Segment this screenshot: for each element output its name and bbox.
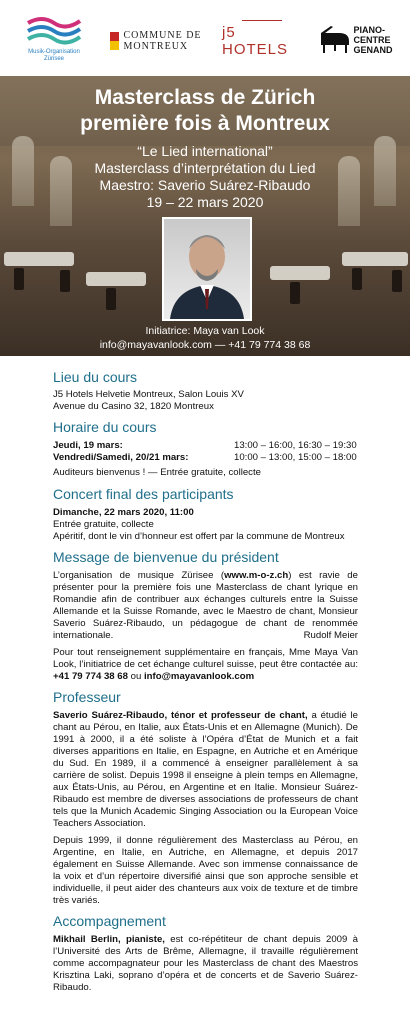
portrait-figure-icon — [164, 219, 250, 319]
piano-line3: GENAND — [353, 45, 393, 55]
hotels-brand: j5 HOTELS — [222, 24, 289, 58]
hero-table — [86, 272, 146, 286]
hero-title-line2: première fois à Montreux — [80, 112, 330, 135]
hero-contact: info@mayavanlook.com — +41 79 774 38 68 — [99, 339, 311, 351]
commune-line1: COMMUNE DE — [123, 30, 202, 41]
hero-subtitle-line1: “Le Lied international” — [137, 143, 273, 159]
lieu-body — [53, 389, 358, 413]
professeur-name: Saverio Suárez-Ribaudo, ténor et professeur de chant, — [53, 710, 308, 721]
lieu-heading: Lieu du cours — [53, 369, 138, 385]
horaire-note: Auditeurs bienvenus ! — Entrée gratuite, collecte — [53, 467, 261, 478]
message-text: L’organisation de musique Zürisee ( — [53, 570, 225, 581]
professeur-heading: Professeur — [53, 689, 121, 705]
horaire-body — [53, 440, 358, 479]
accompagnement-body — [53, 934, 358, 994]
hero-subtitle-line4: 19 – 22 mars 2020 — [146, 194, 264, 210]
hero-initiatrice: Initiatrice: Maya van Look — [145, 325, 265, 337]
commune-montreux-logo — [104, 26, 208, 56]
message-body — [53, 570, 358, 683]
horaire-row — [53, 452, 358, 464]
hero-table — [270, 266, 330, 280]
lieu-line2: Avenue du Casino 32, 1820 Montreux — [53, 401, 214, 412]
hero-chair — [290, 282, 300, 304]
piano-line1: PIANO- — [353, 25, 385, 35]
hero-table — [342, 252, 408, 266]
horaire-day: Vendredi/Samedi, 20/21 mars: — [53, 452, 189, 463]
accompagnement-heading: Accompagnement — [53, 913, 166, 929]
contact-phone[interactable]: +41 79 774 38 68 — [53, 671, 128, 682]
piano-centre-logo — [316, 20, 396, 60]
musik-organisation-logo — [22, 10, 86, 68]
hero-table — [4, 252, 74, 266]
montreux-crest-icon — [110, 32, 119, 50]
hero-chair — [14, 268, 24, 290]
concert-heading: Concert final des participants — [53, 486, 234, 502]
logo-bar — [0, 0, 410, 76]
piano-line2: CENTRE — [353, 35, 391, 45]
concert-line2: Apéritif, dont le vin d’honneur est offert par la commune de Montreux — [53, 531, 345, 542]
horaire-time: 13:00 – 16:00, 16:30 – 19:30 — [234, 440, 357, 451]
concert-line1: Entrée gratuite, collecte — [53, 519, 154, 530]
j5-hotels-logo — [222, 22, 302, 56]
concert-body — [53, 507, 358, 543]
hero-subtitle-line3: Maestro: Saverio Suárez-Ribaudo — [99, 177, 311, 193]
message-paragraph-1 — [53, 570, 358, 642]
moz-website-link[interactable]: www.m-o-z.ch — [224, 570, 289, 581]
musik-organisation-text: Musik-Organisation Zürisee — [28, 49, 80, 62]
message-text: Pour tout renseignement supplémentaire en français, Mme Maya Van Look, l’initiatrice de cet échange culturel suisse, peut être contactée au: — [53, 647, 358, 670]
hero-chair — [106, 288, 116, 310]
hero-title-line1: Masterclass de Zürich — [94, 86, 316, 109]
grand-piano-icon — [319, 25, 351, 55]
horaire-row — [53, 440, 358, 452]
hero-chair — [352, 268, 362, 290]
message-paragraph-2 — [53, 647, 358, 683]
waves-icon — [26, 15, 82, 49]
message-heading: Message de bienvenue du président — [53, 549, 279, 565]
commune-line2: MONTREUX — [123, 41, 189, 52]
message-signature: Rudolf Meier — [303, 630, 358, 641]
contact-email-link[interactable]: info@mayavanlook.com — [143, 671, 255, 682]
horaire-day: Jeudi, 19 mars: — [53, 440, 123, 451]
professeur-text: a étudié le chant au Pérou, en Italie, aux États-Unis et en Allemagne (Munich). De 1991 à 2000, il a été soliste à l’Opéra d’État de Munich et a fait diverses apparitions en Italie, en Espagne, en Autriche et en Amérique du Sud. En 1989, il a commencé à enseigner parallèlement à sa carrière de solist. Depuis 1998 il enseigne à plein temps en Allemagne, aux États-Unis, au Pérou, en Argentine et en Italie. Monsieur Suárez-Ribaudo est membre de diverses associations de professeurs de chant tels que la Munich Academic Singing Association ou la European Voice Teachers Association. — [53, 710, 358, 829]
hotels-crown-icon — [242, 20, 282, 21]
message-text: ou — [127, 671, 144, 682]
concert-date: Dimanche, 22 mars 2020, 11:00 — [53, 507, 194, 518]
professeur-paragraph-2: Depuis 1999, il donne régulièrement des Masterclass au Pérou, en Argentine, en Italie, en Autriche, en Allemagne, et depuis 2017 également en Suisse Allemande. Avec son immense connaissance de la voix et d’un répertoire diversifié ainsi que son approche sensible et individuelle, il peut aider des chanteurs aux voix de texture et de timbre très variés. — [53, 835, 358, 906]
maestro-portrait — [162, 217, 252, 321]
horaire-heading: Horaire du cours — [53, 419, 157, 435]
message-text: ) est ravie de présenter pour la première fois une Masterclass de chant lyrique en Romandie afin de contribuer aux échanges culturels entre la Suisse Allemande et la Suisse Romande, avec le Maestro de chant, Monsieur Saverio Suárez-Ribaudo, un pédagogue de chant de renommée internationale. — [53, 570, 358, 641]
professeur-body — [53, 710, 358, 907]
lieu-line1: J5 Hotels Helvetie Montreux, Salon Louis XV — [53, 389, 244, 400]
professeur-paragraph-1 — [53, 710, 358, 830]
hero-subtitle-line2: Masterclass d’interprétation du Lied — [94, 160, 316, 176]
hero-chair — [60, 270, 70, 292]
hero-chair — [392, 270, 402, 292]
accompagnement-text: est co-répétiteur de chant depuis 2009 à l’Université des Arts de Brême, Allemagne, il travaille régulièrement comme accompagnateur pour les Masterclass de chant des Maestros Krisztina Laki, soprano d’opéra et de concerts et de Saverio Suárez-Ribaudo. — [53, 934, 358, 993]
pianist-name: Mikhail Berlin, pianiste, — [53, 934, 165, 945]
horaire-time: 10:00 – 13:00, 15:00 – 18:00 — [234, 452, 357, 463]
